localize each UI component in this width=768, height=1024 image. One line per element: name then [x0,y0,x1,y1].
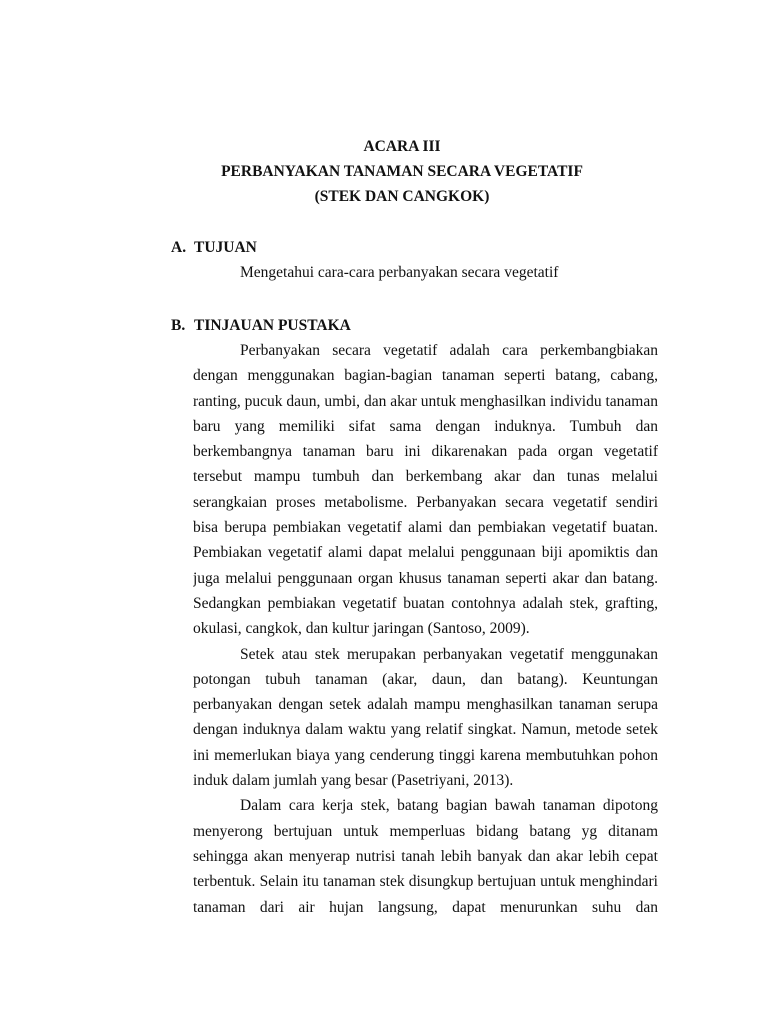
section-title: TUJUAN [194,239,257,256]
paragraph-line: dengan induknya dalam waktu yang relatif singkat. Namun, metode setek [193,721,658,739]
paragraph-line: tanaman dari air hujan langsung, dapat menurunkan suhu dan [193,898,658,916]
paragraph-line: Pembiakan vegetatif alami dapat melalui penggunaan biji apomiktis dan [193,544,658,562]
paragraph-line: potongan tubuh tanaman (akar, daun, dan batang). Keuntungan [193,670,658,688]
section-letter: A. [171,239,187,256]
paragraph-line: berkembangnya tanaman baru ini dikarenakan pada organ vegetatif [193,443,658,461]
section-tinjauan-pustaka [0,313,768,920]
section-heading [0,313,768,338]
section-letter: B. [171,317,186,334]
paragraph-line: Sedangkan pembiakan vegetatif buatan contohnya adalah stek, grafting, [193,594,658,612]
section-title: TINJAUAN PUSTAKA [194,317,351,334]
paragraph [193,642,658,794]
paragraph-line: induk dalam jumlah yang besar (Pasetriyani, 2013). [193,772,514,790]
section-heading [0,235,768,260]
paragraph-line: bisa berupa pembiakan vegetatif alami dan pembiakan vegetatif buatan. [193,519,658,537]
paragraph [193,338,658,642]
paragraph-line: terbentuk. Selain itu tanaman stek disungkup bertujuan untuk menghindari [193,873,658,891]
document-title [0,134,768,209]
paragraph-line: tersebut mampu tumbuh dan berkembang akar dan tunas melalui [193,468,658,486]
title-acara: ACARA III [363,138,441,155]
paragraph-line: Dalam cara kerja stek, batang bagian bawah tanaman dipotong [240,797,658,815]
paragraph-line: ini memerlukan biaya yang cenderung tinggi karena membutuhkan pohon [193,746,658,764]
paragraph-line: ranting, pucuk daun, umbi, dan akar untuk menghasilkan individu tanaman [193,392,658,410]
paragraph-line: sehingga akan menyerap nutrisi tanah lebih banyak dan akar lebih cepat [193,847,658,865]
paragraph-line: dengan menggunakan bagian-bagian tanaman seperti batang, cabang, [193,367,658,385]
title-main: PERBANYAKAN TANAMAN SECARA VEGETATIF [221,163,583,180]
paragraph-line: menyerong bertujuan untuk memperluas bidang batang yg ditanam [193,822,658,840]
body-text [193,338,658,920]
paragraph-line: Perbanyakan secara vegetatif adalah cara perkembangbiakan [240,342,658,359]
title-subtitle: (STEK DAN CANGKOK) [314,188,490,205]
paragraph [193,793,658,919]
paragraph-line: Setek atau stek merupakan perbanyakan vegetatif menggunakan [240,645,658,663]
paragraph-line: juga melalui penggunaan organ khusus tanaman seperti akar dan batang. [193,569,658,587]
paragraph-line: perbanyakan dengan setek adalah mampu menghasilkan tanaman serupa [193,696,658,714]
section-tujuan [0,235,768,285]
paragraph-line: serangkaian proses metabolisme. Perbanyakan secara vegetatif sendiri [193,493,658,511]
paragraph-line: okulasi, cangkok, dan kultur jaringan (Santoso, 2009). [193,620,530,638]
paragraph-line: baru yang memiliki sifat sama dengan induknya. Tumbuh dan [193,417,658,435]
tujuan-text: Mengetahui cara-cara perbanyakan secara vegetatif [240,264,559,281]
